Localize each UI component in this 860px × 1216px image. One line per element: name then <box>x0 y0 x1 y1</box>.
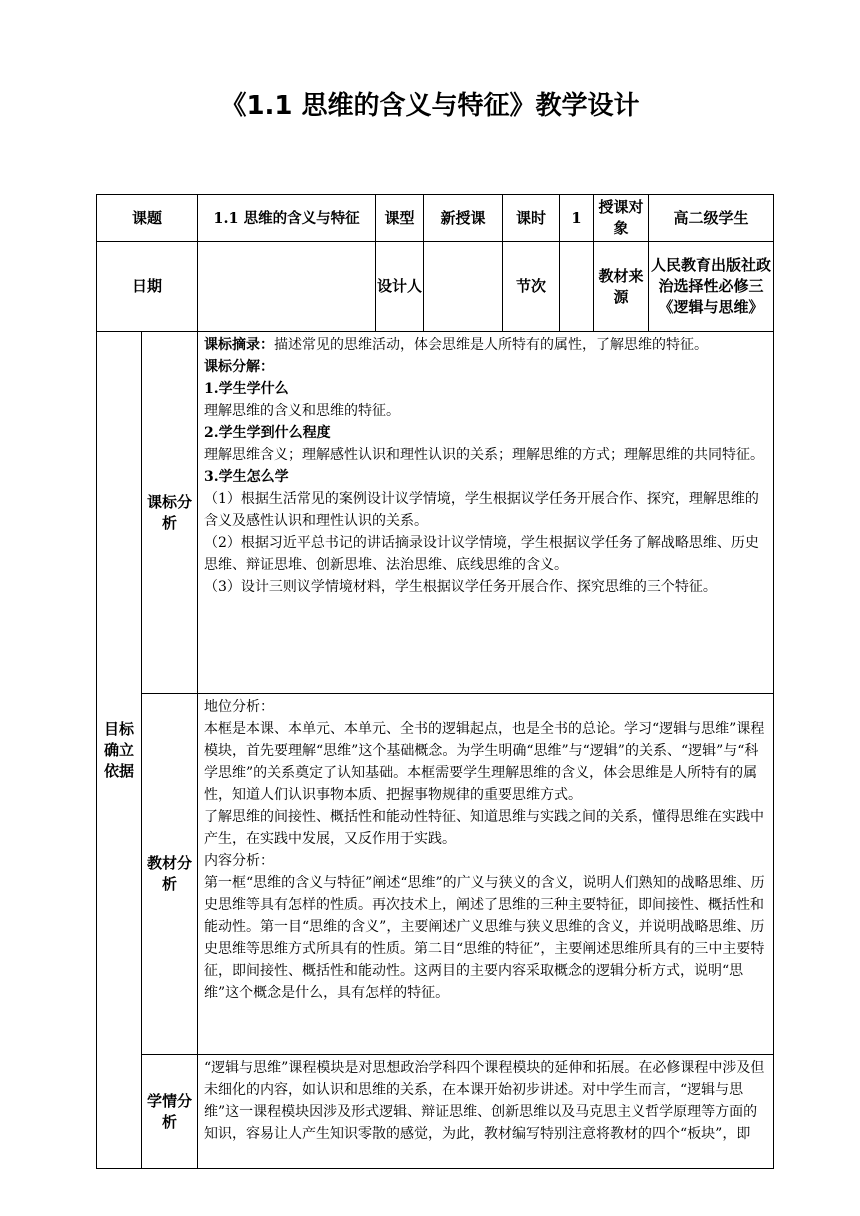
excerpt-text: 描述常见的思维活动，体会思维是人所特有的属性，了解思维的特征。 <box>274 337 709 353</box>
q2-title: 2.学生学到什么程度 <box>204 425 331 441</box>
curriculum-label: 课标分析 <box>142 332 198 694</box>
hours-value: 1 <box>560 195 594 242</box>
curriculum-row <box>97 332 774 694</box>
header-row <box>97 195 774 242</box>
type-value: 新授课 <box>424 195 503 242</box>
learner-content <box>198 1055 774 1169</box>
textbook-label: 教材分析 <box>142 694 198 1055</box>
designer-value <box>424 242 503 332</box>
date-label: 日期 <box>97 242 198 332</box>
q3-item-2: （2）根据习近平总书记的讲话摘录设计议学情境，学生根据议学任务了解战略思维、历史思维、辩证思堆、创新思堆、法治思维、底线思维的含义。 <box>204 535 759 573</box>
excerpt-label: 课标摘录： <box>204 337 275 353</box>
q3-item-3: （3）设计三则议学情境材料，学生根据议学任务开展合作、探究思维的三个特征。 <box>204 579 717 595</box>
breakdown-label: 课标分解： <box>204 359 275 375</box>
q3-title: 3.学生怎么学 <box>204 469 289 485</box>
audience-value: 高二级学生 <box>649 195 774 242</box>
curriculum-content <box>198 332 774 694</box>
learner-label: 学情分析 <box>142 1055 198 1169</box>
session-value <box>560 242 594 332</box>
date-value <box>198 242 376 332</box>
position-title: 地位分析： <box>204 699 275 715</box>
q3-item-1: （1）根据生活常见的案例设计议学情境，学生根据议学任务开展合作、探究，理解思维的含义及感性认识和理性认识的关系。 <box>204 491 759 529</box>
content-paragraph-1: 第一框“思维的含义与特征”阐述“思维”的广义与狭义的含义，说明人们熟知的战略思维、历史思维等具有怎样的性质。再次技术上，阐述了思维的三种主要特征，即间接性、概括性和能动性。第一目“思维的含义”，主要阐述广义思维与狭义思维的含义，并说明战略思维、历史思维等思维方式所具有的性质。第二目“思维的特征”，主要阐述思维所具有的三中主要特征，即间接性、概括性和能动性。这两目的主要内容采取概念的逻辑分析方式，说明“思维”这个概念是什么，具有怎样的特征。 <box>204 875 765 1001</box>
lesson-plan-table <box>96 194 774 1169</box>
audience-label: 授课对象 <box>594 195 649 242</box>
position-paragraph-2: 了解思维的间接性、概括性和能动性特征、知道思维与实践之间的关系，懂得思维在实践中产生，在实践中发展，又反作用于实践。 <box>204 809 765 847</box>
subject-label: 课题 <box>97 195 198 242</box>
designer-label: 设计人 <box>376 242 424 332</box>
subject-value: 1.1 思维的含义与特征 <box>198 195 376 242</box>
session-label: 节次 <box>503 242 560 332</box>
learner-text: “逻辑与思维”课程模块是对思想政治学科四个课程模块的延伸和拓展。在必修课程中涉及但未细化的内容，如认识和思维的关系，在本课开始初步讲述。对中学生而言，“逻辑与思维”这一课程模块因涉及形式逻辑、辩证思维、创新思维以及马克思主义哲学原理等方面的知识，容易让人产生知识零散的感觉，为此，教材编写特别注意将教材的四个“板块”，即 <box>204 1060 765 1142</box>
q2-text: 理解思维含义；理解感性认识和理性认识的关系；理解思维的方式；理解思维的共同特征。 <box>204 447 765 463</box>
learner-row <box>97 1055 774 1169</box>
q1-text: 理解思维的含义和思维的特征。 <box>204 403 401 419</box>
document-title: 《1.1 思维的含义与特征》教学设计 <box>220 91 640 121</box>
source-value: 人民教育出版社政治选择性必修三《逻辑与思维》 <box>649 242 774 332</box>
date-row <box>97 242 774 332</box>
textbook-row <box>97 694 774 1055</box>
textbook-content <box>198 694 774 1055</box>
q1-title: 1.学生学什么 <box>204 381 289 397</box>
content-title: 内容分析： <box>204 853 275 869</box>
hours-label: 课时 <box>503 195 560 242</box>
section-label: 目标确立依据 <box>97 332 142 1169</box>
type-label: 课型 <box>376 195 424 242</box>
source-label: 教材来源 <box>594 242 649 332</box>
position-paragraph-1: 本框是本课、本单元、本单元、全书的逻辑起点，也是全书的总论。学习“逻辑与思维”课程模块，首先要理解“思维”这个基础概念。为学生明确“思维”与“逻辑”的关系、“逻辑”与“科学思维”的关系奠定了认知基础。本框需要学生理解思维的含义，体会思维是人所特有的属性，知道人们认识事物本质、把握事物规律的重要思维方式。 <box>204 721 765 803</box>
